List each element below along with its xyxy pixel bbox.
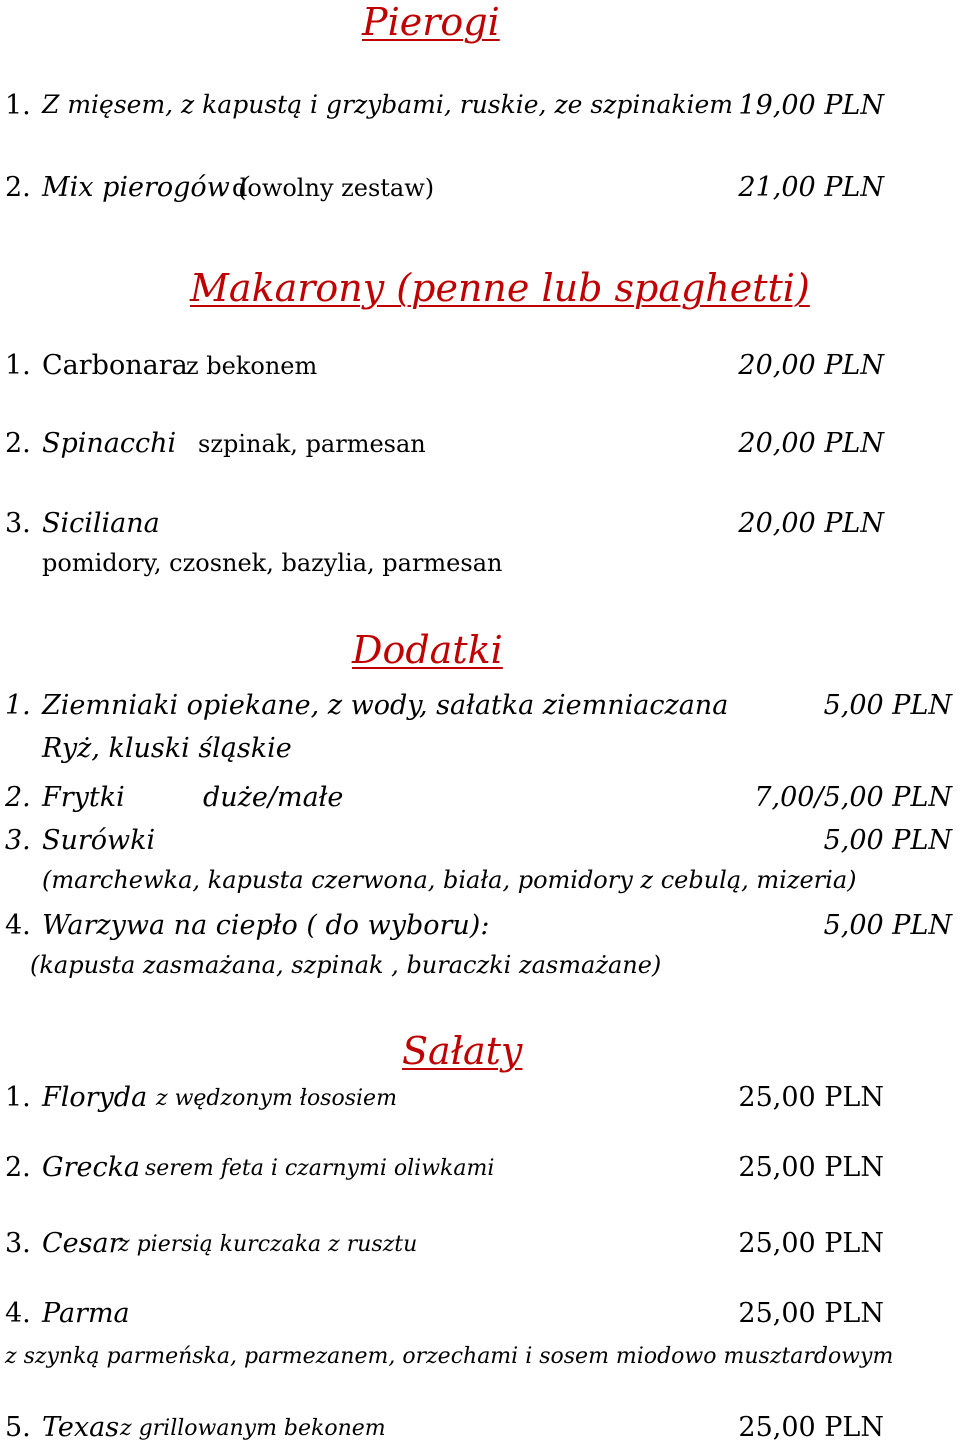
item-name: Ziemniaki opiekane, z wody, sałatka ziemniaczana	[42, 690, 729, 721]
item-name: Parma	[42, 1298, 130, 1329]
item-price: 25,00 PLN	[738, 1228, 884, 1259]
section-title-salaty: Sałaty	[402, 1029, 523, 1073]
item-number: 3.	[5, 508, 31, 539]
item-price: 20,00 PLN	[738, 508, 884, 539]
section-title-makarony: Makarony (penne lub spaghetti)	[190, 266, 810, 310]
item-number: 1.	[5, 690, 31, 721]
item-price: 5,00 PLN	[823, 910, 952, 941]
item-price: 20,00 PLN	[738, 428, 884, 459]
item-name-line2: Ryż, kluski śląskie	[42, 733, 292, 764]
item-name: Siciliana	[42, 508, 160, 539]
item-price: 5,00 PLN	[823, 825, 952, 856]
item-number: 1.	[5, 350, 31, 381]
item-description: dowolny zestaw)	[232, 174, 435, 202]
item-description: z szynką parmeńska, parmezanem, orzechami i sosem miodowo musztardowym	[5, 1344, 894, 1369]
item-price: 21,00 PLN	[738, 172, 884, 203]
item-number: 5.	[5, 1412, 31, 1443]
item-name: Carbonara	[42, 350, 188, 381]
item-name: Cesar	[42, 1228, 122, 1259]
item-name: Warzywa na ciepło ( do wyboru):	[42, 910, 490, 941]
item-number: 4.	[5, 910, 31, 941]
item-price: 25,00 PLN	[738, 1412, 884, 1443]
item-description: szpinak, parmesan	[198, 430, 426, 458]
item-number: 2.	[5, 428, 31, 459]
item-description: (kapusta zasmażana, szpinak , buraczki zasmażane)	[30, 951, 662, 979]
item-price: 25,00 PLN	[738, 1298, 884, 1329]
item-number: 2.	[5, 172, 31, 203]
item-name: Mix pierogów (	[42, 172, 249, 203]
item-description: (marchewka, kapusta czerwona, biała, pomidory z cebulą, mizeria)	[42, 866, 857, 894]
section-title-dodatki: Dodatki	[352, 628, 503, 672]
item-name: Spinacchi	[42, 428, 177, 459]
item-number: 2.	[5, 1152, 31, 1183]
item-description: z wędzonym łososiem	[156, 1086, 397, 1111]
item-name: Z mięsem, z kapustą i grzybami, ruskie, ze szpinakiem	[42, 90, 734, 119]
item-number: 1.	[5, 90, 31, 121]
item-price: 7,00/5,00 PLN	[754, 782, 952, 813]
item-name: Floryda	[42, 1082, 148, 1113]
item-number: 3.	[5, 825, 31, 856]
item-name: Texas	[42, 1412, 120, 1443]
item-price: 20,00 PLN	[738, 350, 884, 381]
item-description: z grillowanym bekonem	[120, 1416, 386, 1441]
item-name: Frytki	[42, 782, 125, 813]
item-number: 1.	[5, 1082, 31, 1113]
item-price: 25,00 PLN	[738, 1152, 884, 1183]
item-name: Surówki	[42, 825, 156, 856]
item-description: z piersią kurczaka z rusztu	[118, 1232, 418, 1257]
item-price: 25,00 PLN	[738, 1082, 884, 1113]
section-title-pierogi: Pierogi	[362, 0, 500, 44]
item-name: Grecka	[42, 1152, 141, 1183]
item-description: pomidory, czosnek, bazylia, parmesan	[42, 549, 503, 577]
item-description: serem feta i czarnymi oliwkami	[145, 1156, 495, 1181]
item-description: z bekonem	[186, 352, 318, 380]
item-description: duże/małe	[203, 782, 344, 813]
item-price: 5,00 PLN	[823, 690, 952, 721]
item-number: 4.	[5, 1298, 31, 1329]
item-number: 3.	[5, 1228, 31, 1259]
item-price: 19,00 PLN	[738, 90, 884, 121]
item-number: 2.	[5, 782, 31, 813]
